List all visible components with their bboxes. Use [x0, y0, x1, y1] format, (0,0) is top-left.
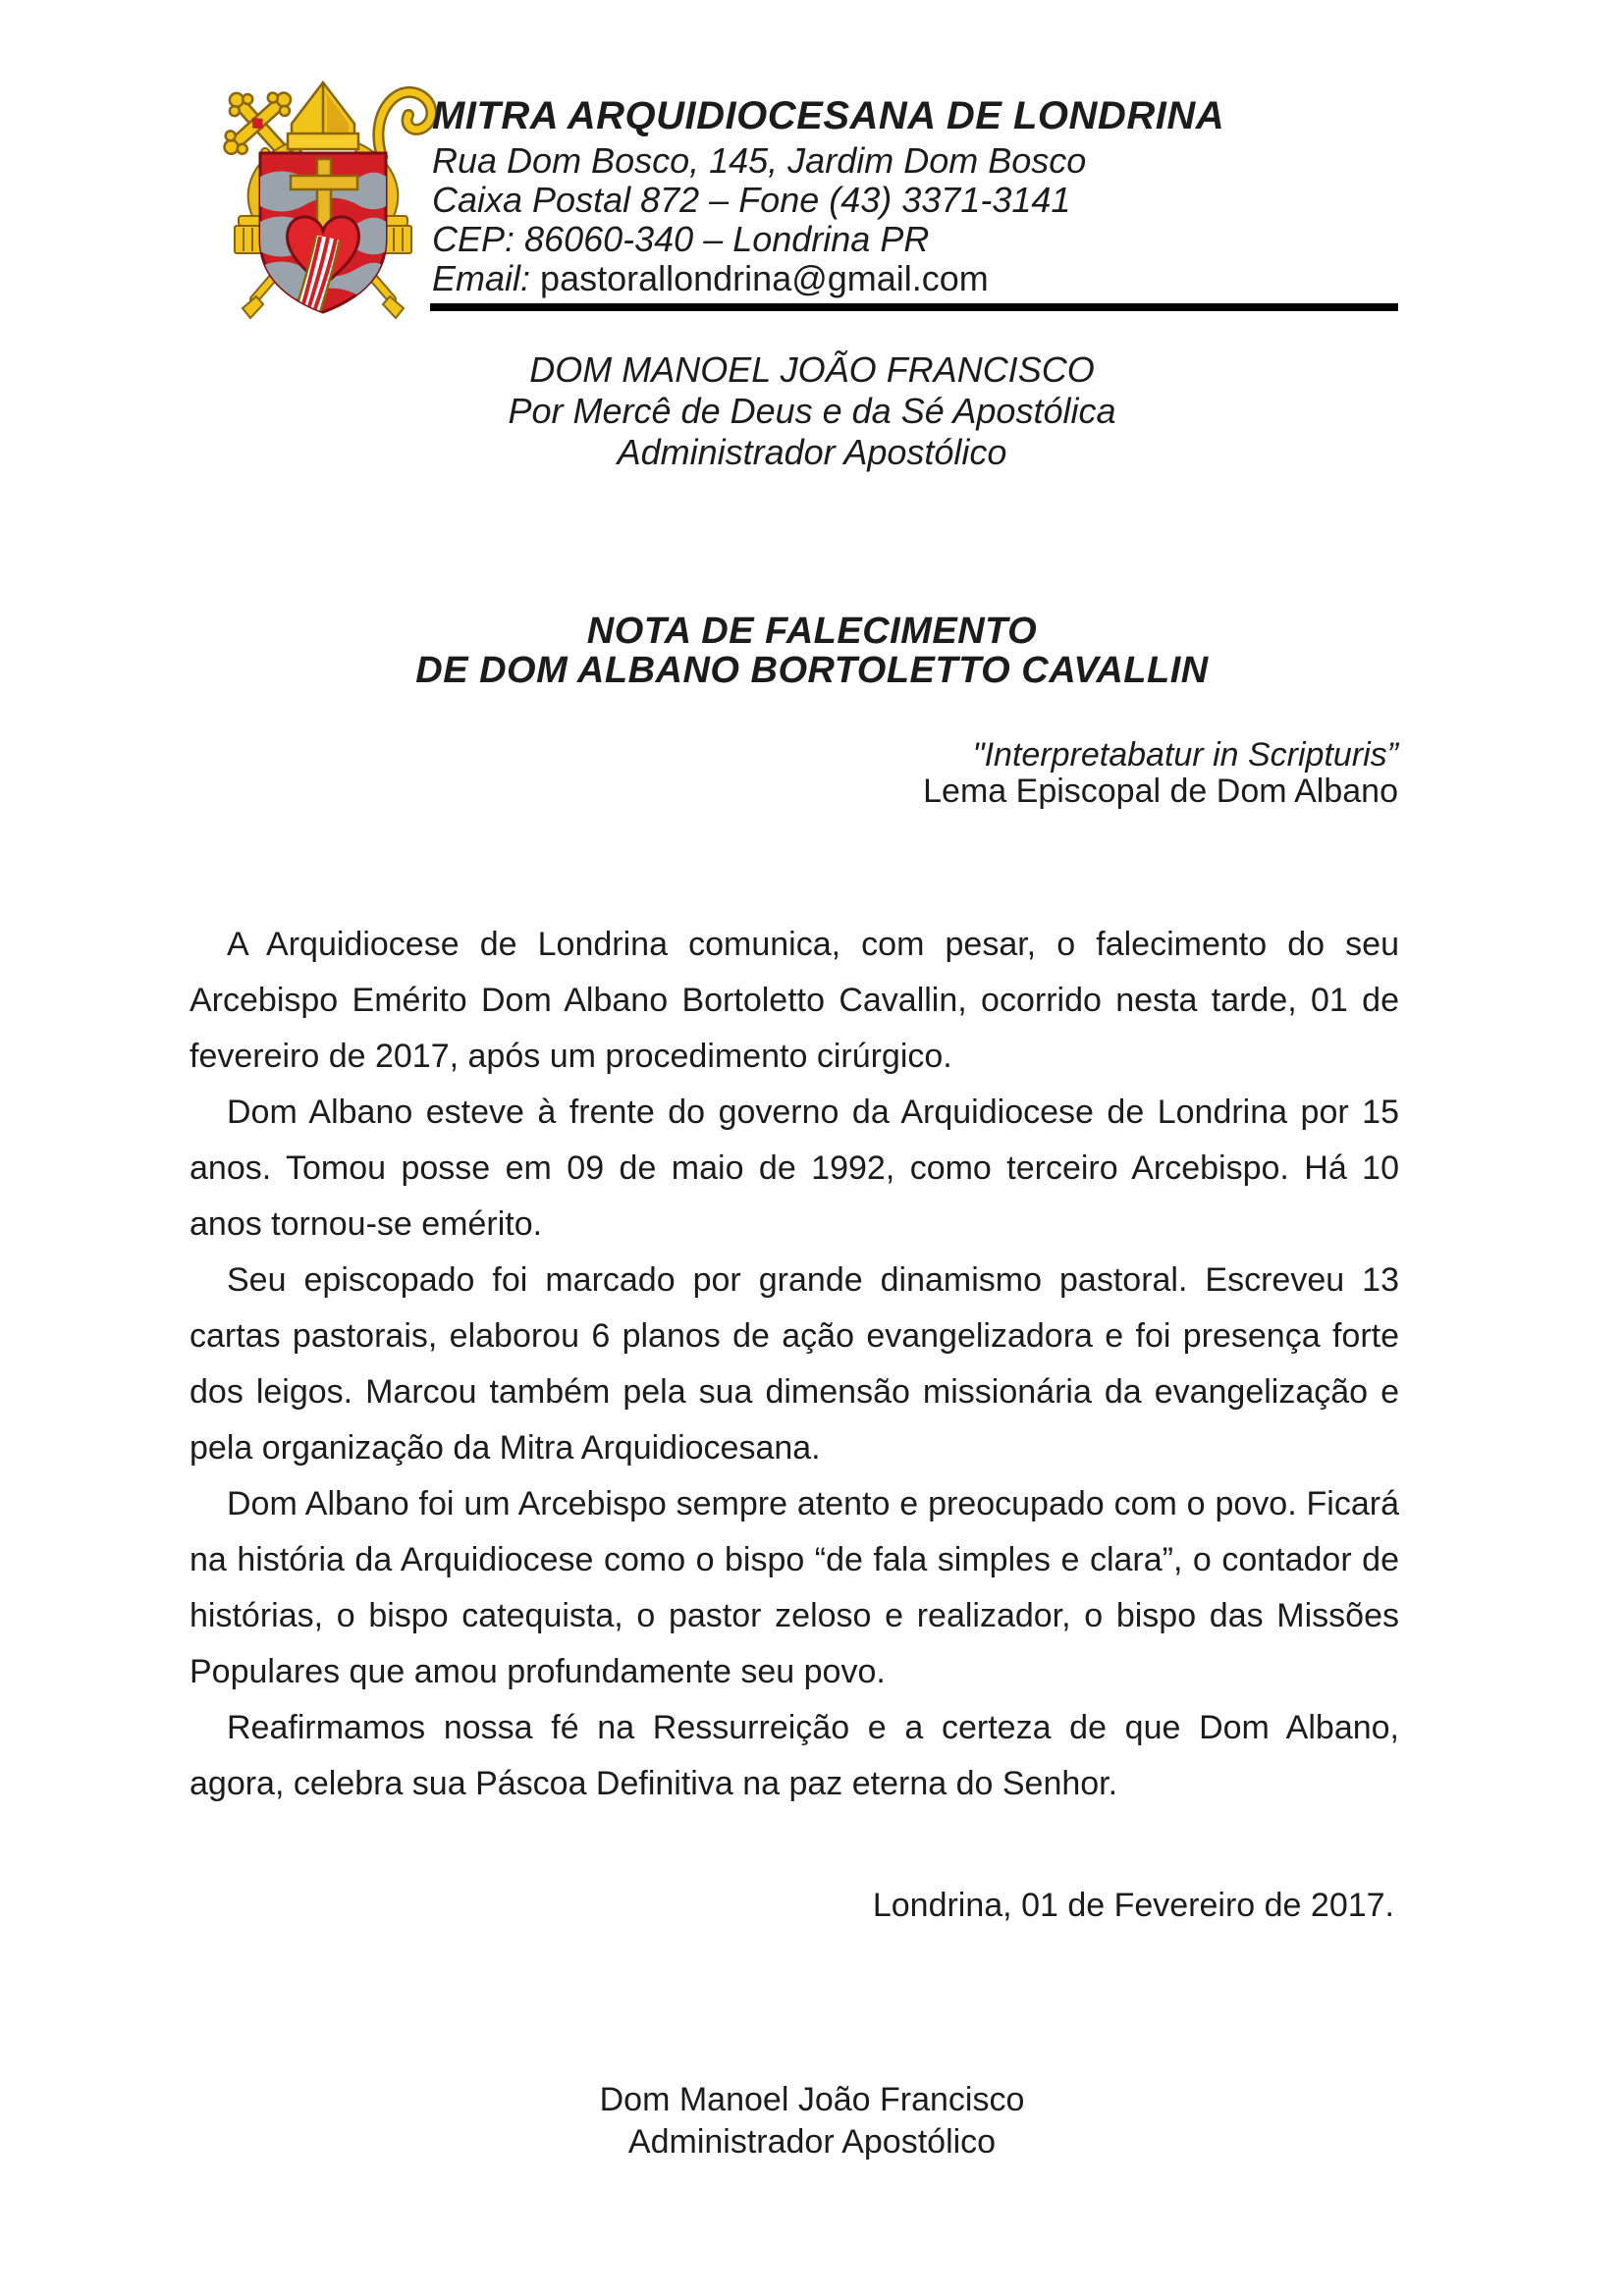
signature-block	[0, 2079, 1624, 2163]
letterhead-address-line2: Caixa Postal 872 – Fone (43) 3371-3141	[432, 180, 1071, 220]
coat-of-arms-graphic	[209, 79, 437, 322]
prelate-line3: Administrador Apostólico	[617, 432, 1007, 472]
letterhead	[432, 90, 1414, 298]
mitre-icon	[288, 82, 358, 149]
document-title-line1: NOTA DE FALECIMENTO	[586, 611, 1038, 652]
letterhead-divider	[430, 303, 1398, 311]
letterhead-address-line1: Rua Dom Bosco, 145, Jardim Dom Bosco	[432, 140, 1087, 181]
prelate-line2: Por Mercê de Deus e da Sé Apostólica	[508, 391, 1116, 431]
paragraph: A Arquidiocese de Londrina comunica, com pesar, o falecimento do seu Arcebispo Emérito Dom Albano Bortoletto Cavallin, ocorrido nesta tarde, 01 de fevereiro de 2017, após um procedimento cirúrgico.	[189, 926, 1399, 1075]
letterhead-email-line	[432, 259, 1414, 298]
email-value	[530, 258, 989, 298]
letterhead-address-line3: CEP: 86060-340 – Londrina PR	[432, 219, 930, 259]
letterhead-title: MITRA ARQUIDIOCESANA DE LONDRINA	[432, 94, 1225, 137]
document-title-line2: DE DOM ALBANO BORTOLETTO CAVALLIN	[415, 650, 1209, 691]
coat-of-arms	[209, 79, 437, 322]
dateline: Londrina, 01 de Fevereiro de 2017.	[872, 1887, 1394, 1924]
email-label: Email:	[432, 258, 531, 298]
paragraph: Seu episcopado foi marcado por grande dinamismo pastoral. Escreveu 13 cartas pastorais, elaborou 6 planos de ação evangelizadora e foi presença forte dos leigos. Marcou também pela sua dimensão missionária da evangelização e pela organização da Mitra Arquidiocesana.	[189, 1261, 1399, 1467]
paragraph: Reafirmamos nossa fé na Ressurreição e a certeza de que Dom Albano, agora, celebra sua Páscoa Definitiva na paz eterna do Senhor.	[189, 1709, 1399, 1802]
signature-role: Administrador Apostólico	[627, 2123, 997, 2161]
body-text	[189, 917, 1399, 1812]
paragraph: Dom Albano foi um Arcebispo sempre atento e preocupado com o povo. Ficará na história da Arquidiocese como o bispo “de fala simples e clara”, o contador de histórias, o bispo catequista, o pastor zeloso e realizador, o bispo das Missões Populares que amou profundamente seu povo.	[189, 1485, 1399, 1690]
email-address: pastorallondrina@gmail.com	[540, 258, 989, 298]
motto-quote: "Interpretabatur in Scripturis”	[972, 736, 1398, 774]
paragraph: Dom Albano esteve à frente do governo da Arquidiocese de Londrina por 15 anos. Tomou posse em 09 de maio de 1992, como terceiro Arcebispo. Há 10 anos tornou-se emérito.	[189, 1094, 1399, 1243]
prelate-block	[0, 349, 1624, 473]
motto-block	[923, 737, 1398, 810]
crosier-icon	[378, 92, 431, 157]
document-title	[0, 612, 1624, 690]
prelate-name: DOM MANOEL JOÃO FRANCISCO	[529, 349, 1095, 390]
signature-name: Dom Manoel João Francisco	[599, 2081, 1025, 2118]
motto-caption: Lema Episcopal de Dom Albano	[923, 773, 1398, 810]
